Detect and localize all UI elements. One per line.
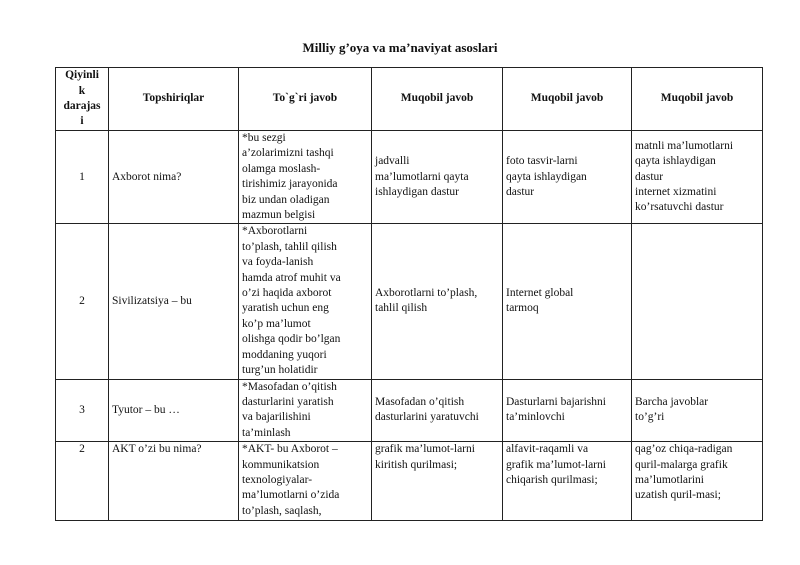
alternative-2-cell: foto tasvir-larni qayta ishlaydigan dastur — [503, 131, 632, 224]
difficulty-cell: 1 — [56, 131, 109, 224]
difficulty-cell: 2 — [56, 224, 109, 379]
correct-answer-cell: *AKT- bu Axborot – kommunikatsion texnologiyalar- ma’lumotlarni o’zida to’plash, saqlash, — [239, 442, 372, 521]
alternative-1-cell: Masofadan o’qitish dasturlarini yaratuvchi — [372, 379, 503, 442]
table-row — [56, 379, 763, 442]
questions-table — [55, 67, 763, 521]
header-correct-answer: To`g`ri javob — [239, 68, 372, 131]
difficulty-cell: 2 — [56, 442, 109, 521]
alternative-2-cell: Internet global tarmoq — [503, 224, 632, 379]
table-row — [56, 442, 763, 521]
alternative-3-cell — [632, 224, 763, 379]
header-alternative-3: Muqobil javob — [632, 68, 763, 131]
header-alternative-1: Muqobil javob — [372, 68, 503, 131]
correct-answer-cell: *Axborotlarni to’plash, tahlil qilish va foyda-lanish hamda atrof muhit va o’zi haqida axborot yaratish uchun eng ko’p ma’lumot olishga qodir bo’lgan moddaning yuqori turg’un holatidir — [239, 224, 372, 379]
alternative-3-cell: Barcha javoblar to’g’ri — [632, 379, 763, 442]
difficulty-cell: 3 — [56, 379, 109, 442]
header-tasks: Topshiriqlar — [109, 68, 239, 131]
task-cell: Tyutor – bu … — [109, 379, 239, 442]
alternative-2-cell: alfavit-raqamli va grafik ma’lumot-larni chiqarish qurilmasi; — [503, 442, 632, 521]
alternative-1-cell: grafik ma’lumot-larni kiritish qurilmasi; — [372, 442, 503, 521]
header-difficulty: Qiyinli k darajas i — [56, 68, 109, 131]
alternative-2-cell: Dasturlarni bajarishni ta’minlovchi — [503, 379, 632, 442]
header-alternative-2: Muqobil javob — [503, 68, 632, 131]
table-row — [56, 224, 763, 379]
correct-answer-cell: *bu sezgi a’zolarimizni tashqi olamga moslash- tirishimiz jarayonida biz undan oladigan mazmun belgisi — [239, 131, 372, 224]
alternative-1-cell: Axborotlarni to’plash, tahlil qilish — [372, 224, 503, 379]
table-row — [56, 131, 763, 224]
alternative-1-cell: jadvalli ma’lumotlarni qayta ishlaydigan dastur — [372, 131, 503, 224]
header-row — [56, 68, 763, 131]
alternative-3-cell: matnli ma’lumotlarni qayta ishlaydigan dastur internet xizmatini ko’rsatuvchi dastur — [632, 131, 763, 224]
task-cell: Sivilizatsiya – bu — [109, 224, 239, 379]
task-cell: AKT o’zi bu nima? — [109, 442, 239, 521]
document-title: Milliy g’oya va ma’naviyat asoslari — [302, 40, 498, 55]
task-cell: Axborot nima? — [109, 131, 239, 224]
correct-answer-cell: *Masofadan o’qitish dasturlarini yaratish va bajarilishini ta’minlash — [239, 379, 372, 442]
alternative-3-cell: qag’oz chiqa-radigan quril-malarga grafik ma’lumotlarini uzatish quril-masi; — [632, 442, 763, 521]
